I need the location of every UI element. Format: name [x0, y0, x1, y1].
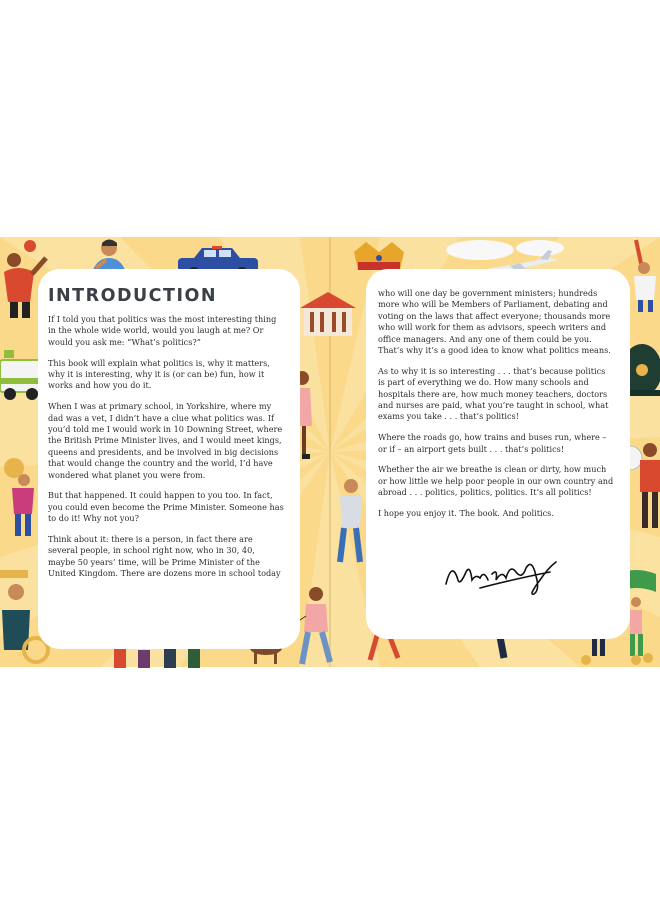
left-paragraph-1: If I told you that politics was the most interesting thing in the whole wide world, would you laugh at me? Or would you ask me: “What’s politics?”	[48, 314, 277, 347]
left-paragraph-5: Think about it: there is a person, in fact there are several people, in school right now, who in 30, 40, maybe 50 years’ time, will be Prime Minister of the United Kingdom. There are dozens more in school today	[48, 534, 281, 579]
left-paragraph-3: When I was at primary school, in Yorkshire, where my dad was a vet, I didn’t have a clue what politics was. If you’d told me I would work in 10 Downing Street, where the British Prime Minister lives, and I would meet kings, queens and presidents, and be involved in big decisions that would change the country and the world, I’d have wondered what planet you were from.	[48, 401, 283, 480]
right-paragraph-4: Whether the air we breathe is clean or dirty, how much or how little we help poor people in our own country and abroad . . . politics, politics, politics. It’s all politics!	[378, 464, 614, 498]
left-paragraph-4: But that happened. It could happen to you too. In fact, you could even become the Prime Minister. Someone has to do it! Why not you?	[48, 490, 284, 524]
juggler-illustration	[0, 458, 40, 538]
right-paragraph-5: I hope you enjoy it. The book. And politics.	[378, 508, 554, 519]
right-page-text	[378, 288, 614, 529]
right-paragraph-2: As to why it is so interesting . . . that’s because politics is part of everything we do. How many schools and hospitals there are, how much money teachers, doctors and nurses are paid, what you’re taught in school, what exams you take . . . that’s politics!	[378, 365, 609, 422]
page-title: INTRODUCTION	[48, 286, 217, 306]
left-paragraph-2: This book will explain what politics is, why it matters, why it is interesting, why it is (or can be) fun, how it works and how you do it.	[48, 357, 270, 391]
author-signature	[440, 550, 566, 596]
parliament-building-illustration	[300, 292, 356, 338]
left-page-text	[48, 314, 284, 589]
walking-man-illustration	[334, 478, 368, 564]
right-paragraph-3: Where the roads go, how trains and buses run, where – or if – an airport gets built . . . that’s politics!	[378, 432, 607, 454]
right-paragraph-1: who will one day be government ministers; hundreds more who will be Members of Parliament, debating and voting on the laws that affect everyone; thousands more who will work for them as advisors, speech writers and office managers. And any one of them could be you. That’s why it’s a good idea to know what politics means.	[378, 288, 611, 356]
